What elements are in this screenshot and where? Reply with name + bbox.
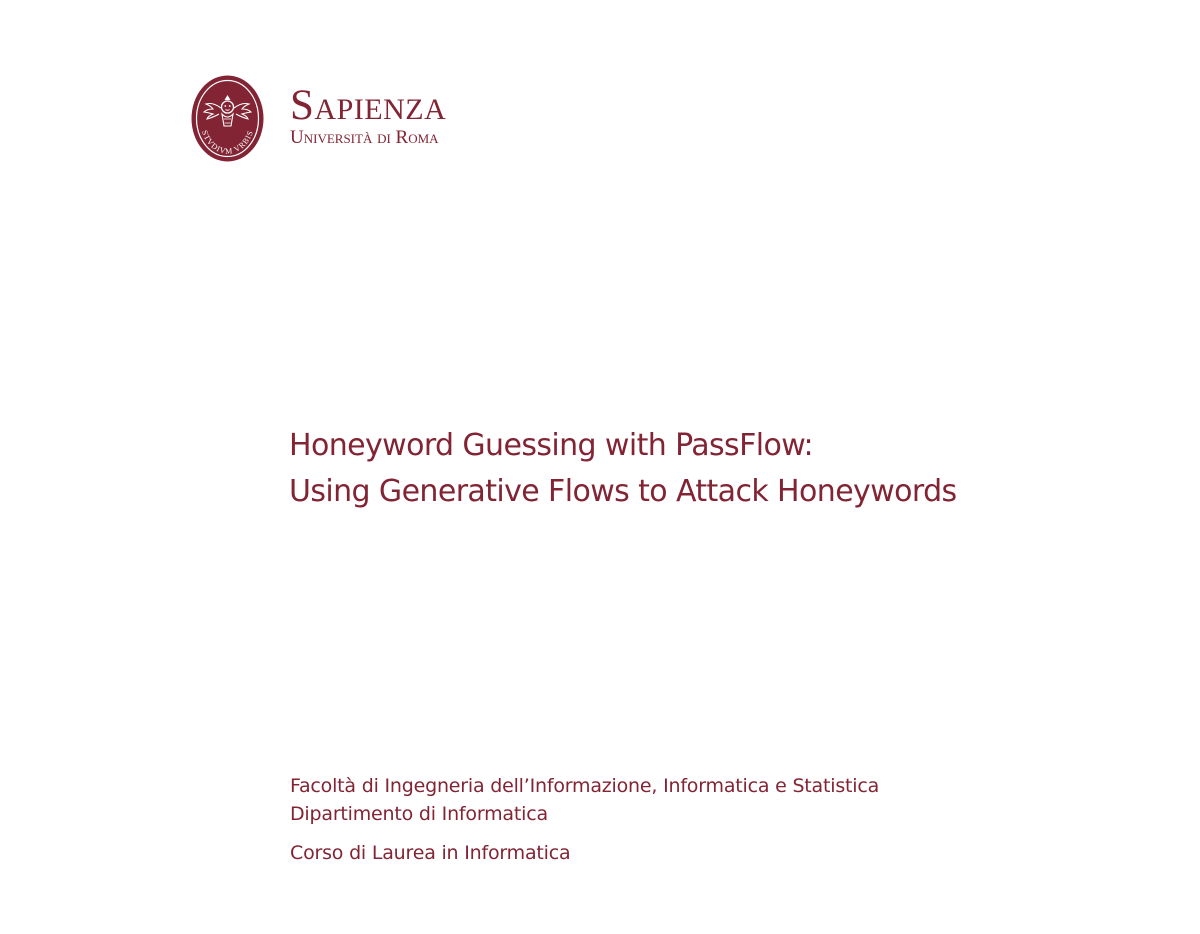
svg-text:STVDIVM VRBIS: STVDIVM VRBIS: [199, 129, 256, 156]
thesis-title: [289, 423, 1149, 515]
university-logo: [290, 84, 446, 148]
affiliation-spacer: [290, 828, 1150, 839]
department-name: Dipartimento di Informatica: [290, 803, 548, 825]
university-name: Sapienza: [290, 82, 447, 129]
thesis-title-line-2: Using Generative Flows to Attack Honeywords: [289, 474, 957, 509]
affiliation: [290, 772, 1150, 867]
sapienza-seal-icon: [191, 75, 264, 162]
faculty-name: Facoltà di Ingegneria dell’Informazione, Informatica e Statistica: [290, 775, 880, 797]
university-subtitle: Università di Roma: [290, 127, 439, 148]
thesis-title-line-1: Honeyword Guessing with PassFlow:: [289, 428, 814, 463]
course-name: Corso di Laurea in Informatica: [290, 842, 571, 864]
